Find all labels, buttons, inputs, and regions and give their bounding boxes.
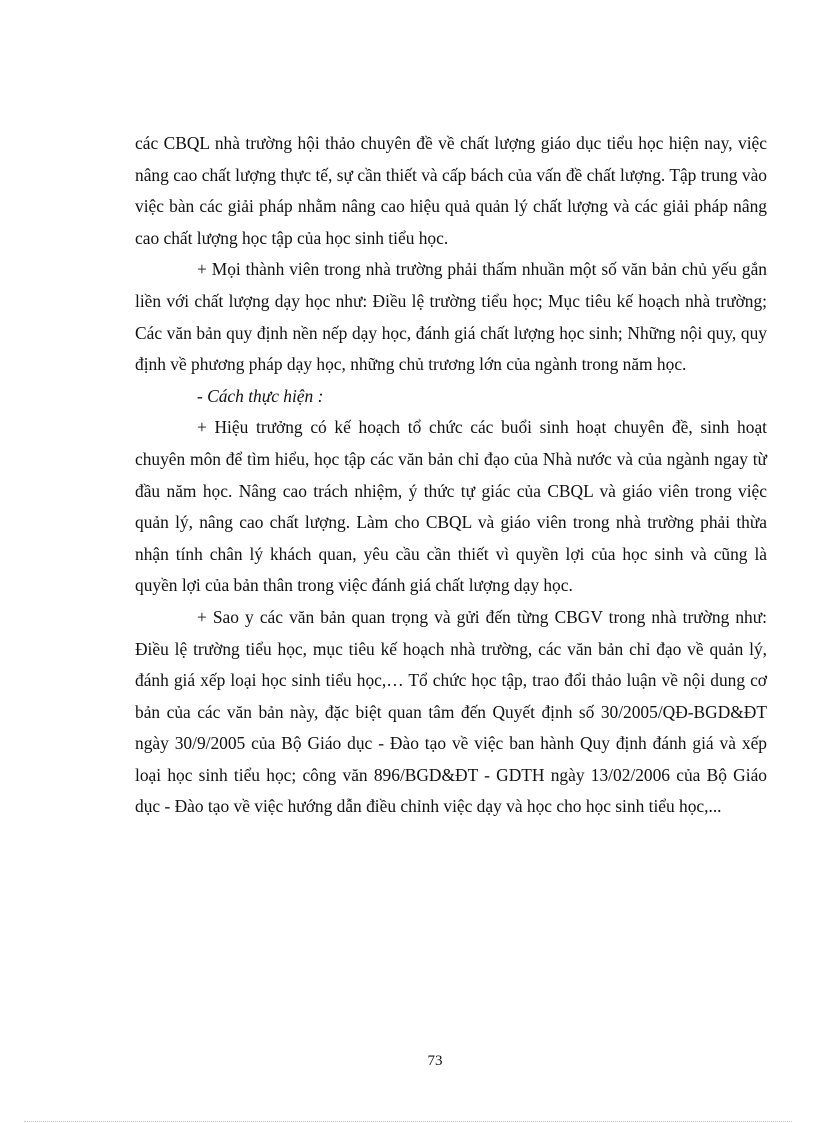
paragraph-continuation: các CBQL nhà trường hội thảo chuyên đề về chất lượng giáo dục tiểu học hiện nay, việc nâng cao chất lượng thực tế, sự cần thiết và cấp bách của vấn đề chất lượng. Tập trung vào việc bàn các giải pháp nhằm nâng cao hiệu quả quản lý chất lượng và các giải pháp nâng cao chất lượng học tập của học sinh tiểu học. (135, 133, 767, 248)
page-number: 73 (427, 1053, 443, 1069)
paragraph-principal-plan: + Hiệu trưởng có kế hoạch tổ chức các buổi sinh hoạt chuyên đề, sinh hoạt chuyên môn để tìm hiểu, học tập các văn bản chỉ đạo của Nhà nước và của ngành ngay từ đầu năm học. Nâng cao trách nhiệm, ý thức tự giác của CBQL và giáo viên trong việc quản lý, nâng cao chất lượng. Làm cho CBQL và giáo viên trong nhà trường phải thừa nhận tính chân lý khách quan, yêu cầu cần thiết vì quyền lợi của học sinh và cũng là quyền lợi của bản thân trong việc đánh giá chất lượng dạy học. (135, 417, 767, 596)
document-body (135, 128, 767, 823)
paragraph-members-documents: + Mọi thành viên trong nhà trường phải thấm nhuần một số văn bản chủ yếu gắn liền với chất lượng dạy học như: Điều lệ trường tiểu học; Mục tiêu kế hoạch nhà trường; Các văn bản quy định nền nếp dạy học, đánh giá chất lượng học sinh; Những nội quy, quy định về phương pháp dạy học, những chủ trương lớn của ngành trong năm học. (135, 259, 767, 375)
paragraph-copy-documents: + Sao y các văn bản quan trọng và gửi đến từng CBGV trong nhà trường như: Điều lệ trường tiểu học, mục tiêu kế hoạch nhà trường, các văn bản chỉ đạo về quản lý, đánh giá xếp loại học sinh tiểu học,… Tổ chức học tập, trao đổi thảo luận về nội dung cơ bản của các văn bản này, đặc biệt quan tâm đến Quyết định số 30/2005/QĐ-BGD&ĐT ngày 30/9/2005 của Bộ Giáo dục - Đào tạo về việc ban hành Quy định đánh giá và xếp loại học sinh tiểu học; công văn 896/BGD&ĐT - GDTH ngày 13/02/2006 của Bộ Giáo dục - Đào tạo về việc hướng dẫn điều chỉnh việc dạy và học cho học sinh tiểu học,... (135, 606, 767, 817)
paragraph-implementation-heading: - Cách thực hiện : (197, 385, 324, 406)
page-bottom-divider (24, 1121, 792, 1122)
